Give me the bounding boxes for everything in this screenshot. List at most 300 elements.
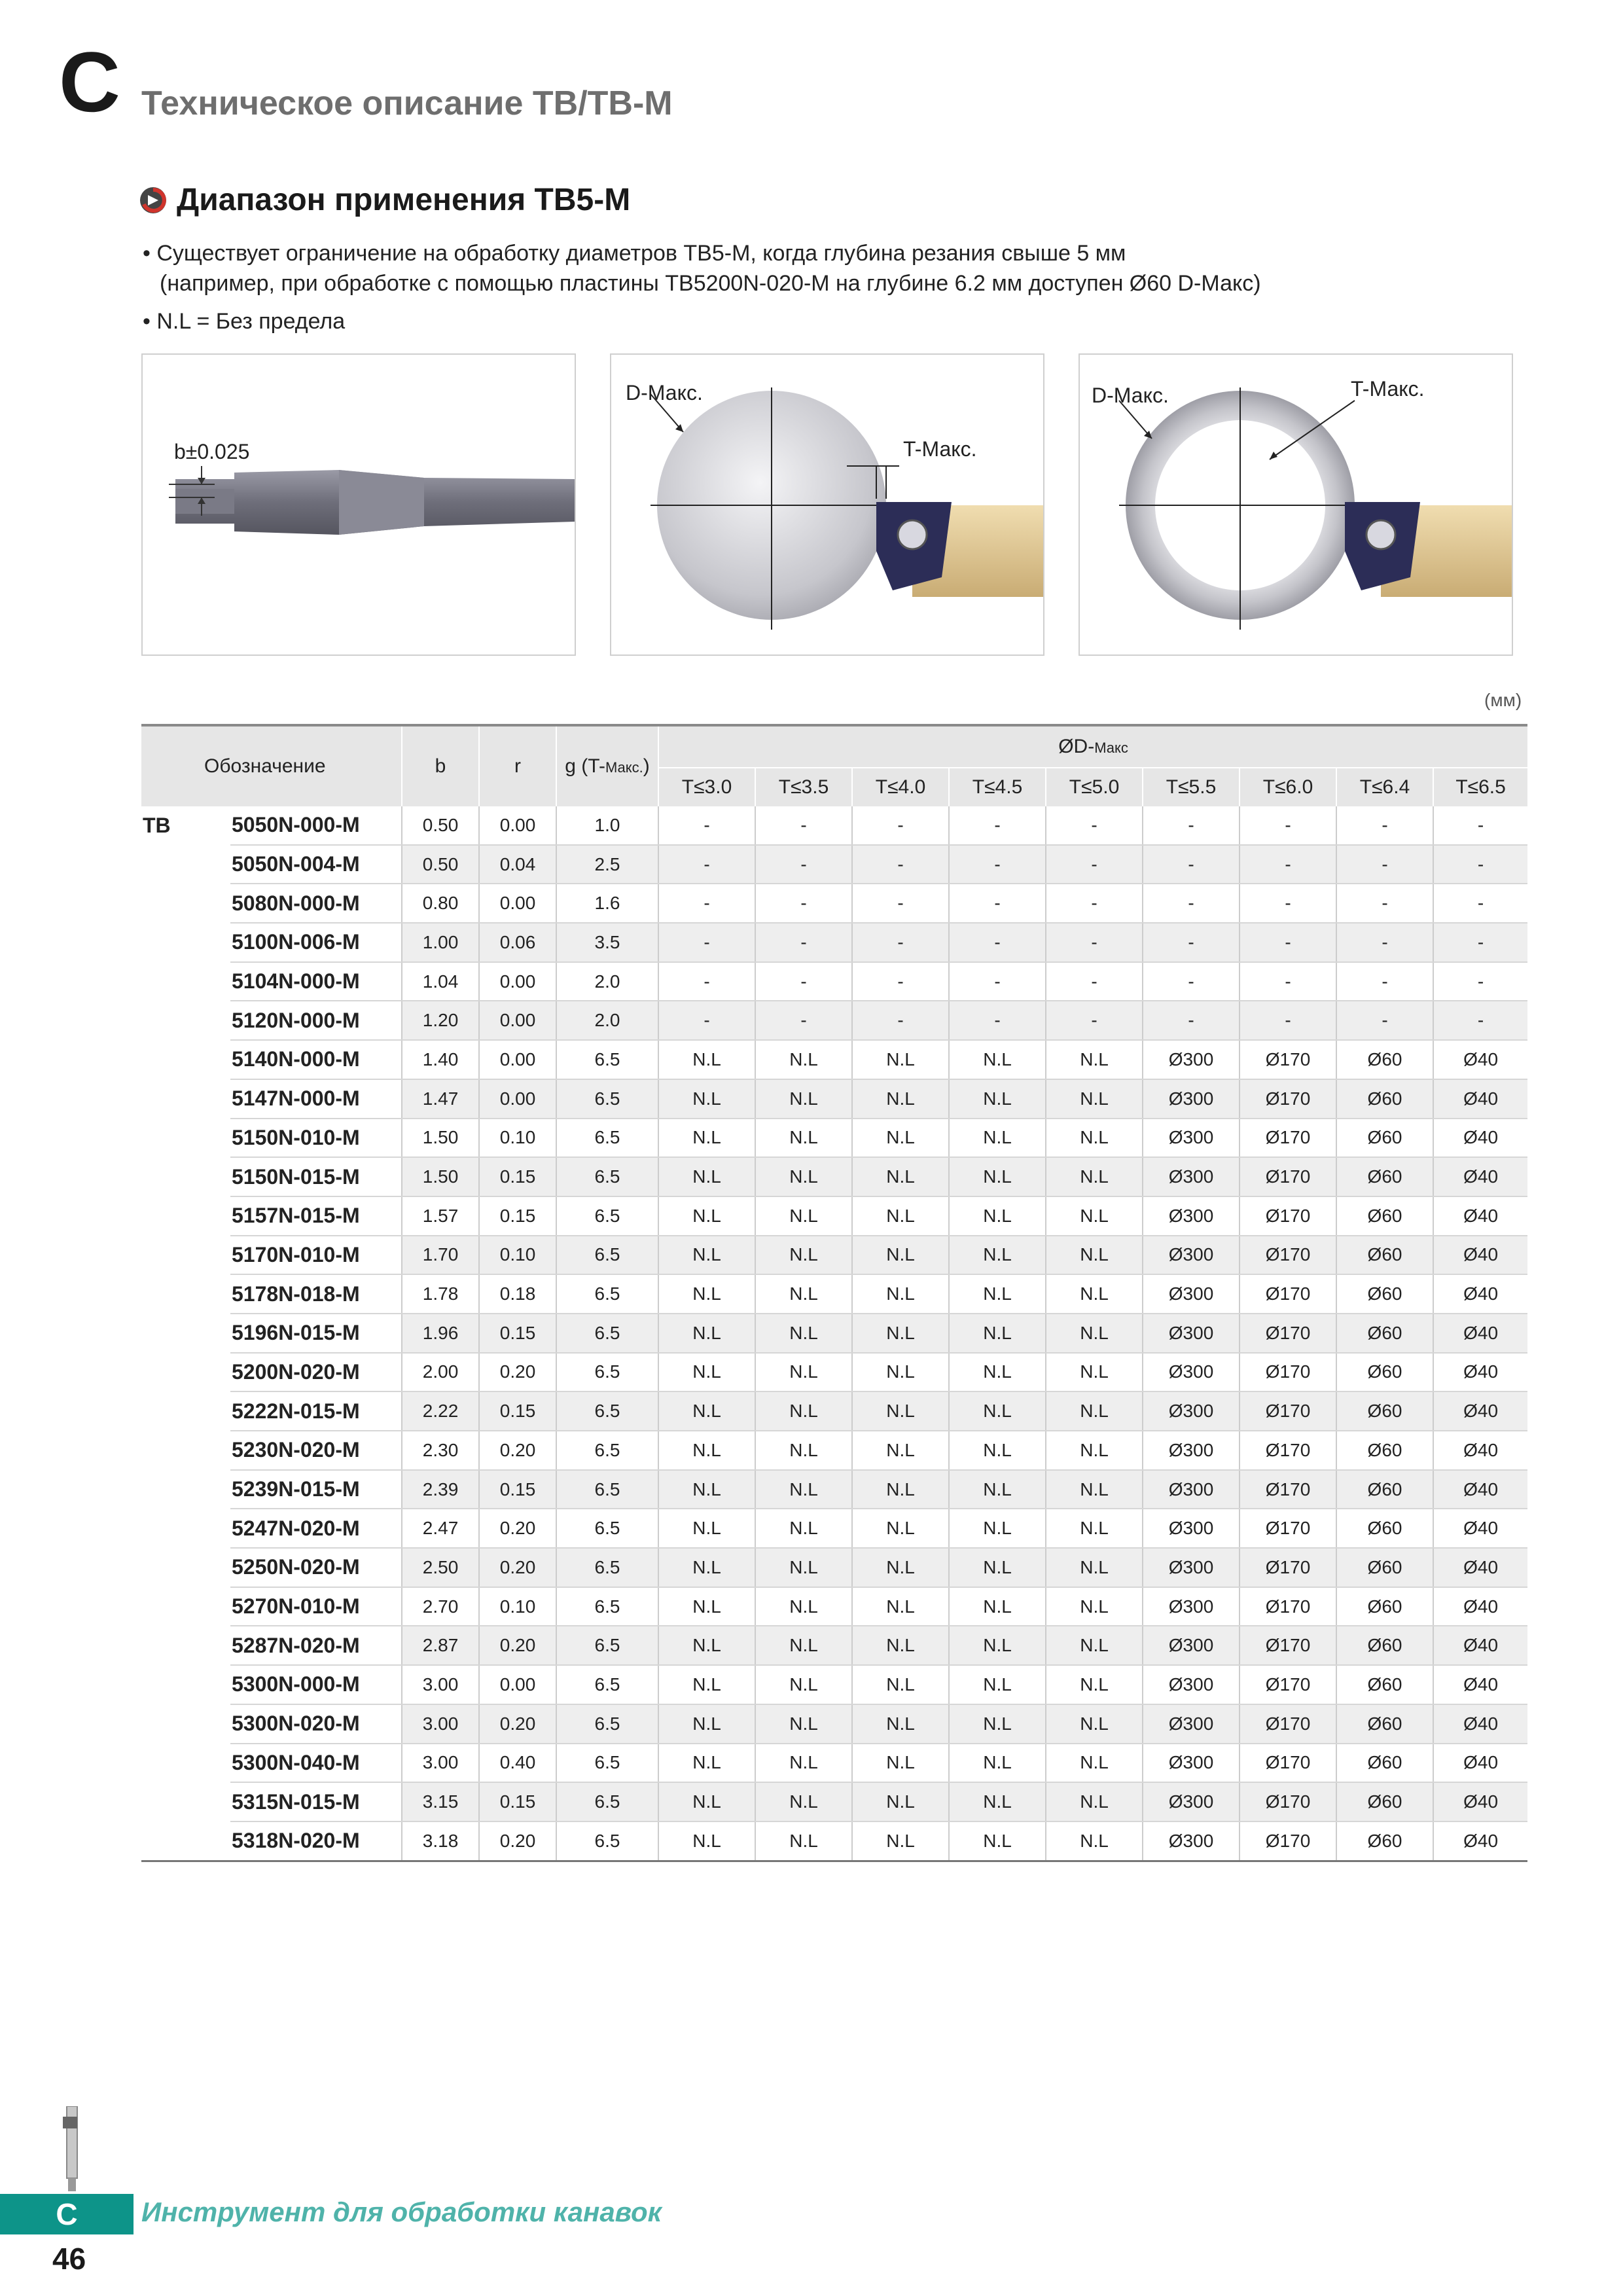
d-max-cell: Ø300: [1143, 1782, 1240, 1821]
d-max-cell: N.L: [949, 1509, 1046, 1548]
d-max-cell: N.L: [755, 1509, 852, 1548]
table-row: [141, 1196, 1527, 1236]
d-max-cell: Ø300: [1143, 1821, 1240, 1861]
d-max-cell: N.L: [1046, 1509, 1143, 1548]
ring-workpiece-figure: [1079, 353, 1513, 656]
series-cell: [141, 1509, 230, 1548]
d-max-cell: N.L: [1046, 1236, 1143, 1275]
d-max-cell: -: [1336, 962, 1433, 1001]
g-cell: 6.5: [556, 1470, 658, 1509]
circle-arrow-icon: [139, 186, 168, 215]
d-max-cell: N.L: [1046, 1626, 1143, 1665]
d-max-cell: N.L: [658, 1470, 755, 1509]
d-max-cell: -: [1143, 845, 1240, 884]
d-max-cell: N.L: [949, 1119, 1046, 1158]
r-cell: 0.04: [479, 845, 556, 884]
d-max-cell: N.L: [949, 1665, 1046, 1704]
r-cell: 0.00: [479, 1040, 556, 1079]
d-max-cell: N.L: [1046, 1157, 1143, 1196]
r-cell: 0.20: [479, 1821, 556, 1861]
d-max-cell: -: [1336, 1001, 1433, 1040]
d-max-cell: N.L: [949, 1079, 1046, 1119]
g-cell: 6.5: [556, 1548, 658, 1587]
d-max-cell: N.L: [852, 1782, 949, 1821]
r-cell: 0.15: [479, 1391, 556, 1431]
d-max-cell: -: [1046, 806, 1143, 845]
d-max-cell: -: [658, 884, 755, 923]
d-max-cell: -: [949, 923, 1046, 962]
d-max-cell: Ø60: [1336, 1040, 1433, 1079]
d-max-cell: Ø300: [1143, 1314, 1240, 1353]
subtitle: [139, 182, 630, 218]
section-badge: C: [0, 2194, 134, 2234]
d-max-cell: Ø300: [1143, 1587, 1240, 1626]
d-max-cell: N.L: [852, 1314, 949, 1353]
d-max-cell: Ø300: [1143, 1196, 1240, 1236]
designation-cell: 5300N-020-M: [230, 1704, 402, 1744]
d-max-cell: Ø40: [1433, 1391, 1527, 1431]
d-max-cell: N.L: [949, 1704, 1046, 1744]
d-max-cell: -: [1336, 806, 1433, 845]
series-cell: [141, 1626, 230, 1665]
g-cell: 6.5: [556, 1782, 658, 1821]
designation-cell: 5178N-018-M: [230, 1274, 402, 1314]
r-cell: 0.20: [479, 1626, 556, 1665]
r-cell: 0.00: [479, 1001, 556, 1040]
g-cell: 6.5: [556, 1353, 658, 1392]
d-max-cell: Ø40: [1433, 1040, 1527, 1079]
d-max-cell: Ø60: [1336, 1157, 1433, 1196]
table-row: [141, 1119, 1527, 1158]
d-max-cell: -: [1143, 962, 1240, 1001]
d-max-cell: N.L: [1046, 1274, 1143, 1314]
d-max-cell: Ø170: [1240, 1665, 1336, 1704]
table-row: [141, 845, 1527, 884]
d-max-cell: -: [658, 962, 755, 1001]
series-cell: [141, 1744, 230, 1783]
table-row: [141, 884, 1527, 923]
g-cell: 6.5: [556, 1079, 658, 1119]
series-cell: [141, 1391, 230, 1431]
d-max-cell: -: [658, 1001, 755, 1040]
d-max-cell: N.L: [658, 1236, 755, 1275]
page-title: Техническое описание TB/TB-M: [141, 84, 673, 122]
table-row: [141, 923, 1527, 962]
d-max-cell: Ø60: [1336, 1665, 1433, 1704]
subtitle-text: Диапазон применения TB5-M: [177, 183, 631, 217]
table-row: [141, 1157, 1527, 1196]
d-max-cell: N.L: [949, 1157, 1046, 1196]
d-max-cell: N.L: [658, 1274, 755, 1314]
g-cell: 6.5: [556, 1119, 658, 1158]
d-max-cell: N.L: [949, 1548, 1046, 1587]
d-max-cell: N.L: [852, 1626, 949, 1665]
d-max-cell: -: [852, 1001, 949, 1040]
d-max-cell: N.L: [755, 1587, 852, 1626]
d-max-cell: N.L: [1046, 1040, 1143, 1079]
series-cell: [141, 1119, 230, 1158]
r-cell: 0.00: [479, 1079, 556, 1119]
designation-cell: 5147N-000-M: [230, 1079, 402, 1119]
t-max-label: T-Макс.: [903, 437, 977, 461]
r-cell: 0.20: [479, 1548, 556, 1587]
g-cell: 1.0: [556, 806, 658, 845]
d-max-cell: Ø60: [1336, 1079, 1433, 1119]
d-max-cell: -: [1046, 1001, 1143, 1040]
series-cell: [141, 1236, 230, 1275]
d-max-cell: Ø300: [1143, 1470, 1240, 1509]
d-max-cell: -: [755, 884, 852, 923]
t-max-label: T-Макс.: [1351, 377, 1425, 401]
d-max-cell: N.L: [852, 1704, 949, 1744]
d-max-cell: Ø40: [1433, 1509, 1527, 1548]
b-cell: 3.15: [402, 1782, 479, 1821]
table-row: [141, 1665, 1527, 1704]
header-t-col: T≤4.0: [852, 768, 949, 806]
d-max-cell: Ø300: [1143, 1119, 1240, 1158]
d-max-cell: N.L: [658, 1119, 755, 1158]
b-cell: 3.18: [402, 1821, 479, 1861]
d-max-cell: N.L: [658, 1040, 755, 1079]
d-max-cell: N.L: [755, 1431, 852, 1470]
g-cell: 3.5: [556, 923, 658, 962]
d-max-cell: -: [1143, 884, 1240, 923]
application-range-table: [141, 724, 1527, 1862]
designation-cell: 5300N-040-M: [230, 1744, 402, 1783]
d-max-cell: N.L: [658, 1548, 755, 1587]
header-g: g (T-Макс.): [556, 725, 658, 806]
d-max-cell: N.L: [852, 1157, 949, 1196]
header-t-col: T≤3.5: [755, 768, 852, 806]
b-cell: 1.20: [402, 1001, 479, 1040]
r-cell: 0.15: [479, 1157, 556, 1196]
table-row: [141, 962, 1527, 1001]
note-nl-definition: • N.L = Без предела: [143, 309, 346, 334]
r-cell: 0.00: [479, 806, 556, 845]
d-max-cell: N.L: [755, 1626, 852, 1665]
d-max-cell: Ø170: [1240, 1040, 1336, 1079]
d-max-cell: Ø40: [1433, 1782, 1527, 1821]
unit-note: (мм): [1484, 690, 1522, 710]
r-cell: 0.15: [479, 1470, 556, 1509]
table-body: [141, 806, 1527, 1861]
d-max-cell: Ø300: [1143, 1704, 1240, 1744]
b-cell: 2.50: [402, 1548, 479, 1587]
d-max-cell: Ø300: [1143, 1353, 1240, 1392]
designation-cell: 5300N-000-M: [230, 1665, 402, 1704]
d-max-cell: Ø170: [1240, 1548, 1336, 1587]
table-row: [141, 1704, 1527, 1744]
r-cell: 0.15: [479, 1782, 556, 1821]
d-max-cell: -: [949, 884, 1046, 923]
d-max-cell: N.L: [949, 1782, 1046, 1821]
d-max-cell: Ø170: [1240, 1509, 1336, 1548]
d-max-cell: Ø40: [1433, 1744, 1527, 1783]
g-cell: 2.0: [556, 962, 658, 1001]
designation-cell: 5150N-015-M: [230, 1157, 402, 1196]
d-max-cell: N.L: [755, 1236, 852, 1275]
d-max-cell: N.L: [949, 1236, 1046, 1275]
d-max-cell: N.L: [1046, 1314, 1143, 1353]
header-t-col: T≤6.4: [1336, 768, 1433, 806]
d-max-cell: Ø300: [1143, 1157, 1240, 1196]
note-depth-limit: • Существует ограничение на обработку диаметров TB5-M, когда глубина резания свыше 5 мм: [143, 241, 1126, 266]
d-max-cell: Ø60: [1336, 1353, 1433, 1392]
d-max-cell: -: [1143, 806, 1240, 845]
d-max-cell: N.L: [852, 1665, 949, 1704]
d-max-cell: Ø170: [1240, 1236, 1336, 1275]
d-max-cell: Ø300: [1143, 1509, 1240, 1548]
d-max-cell: N.L: [949, 1040, 1046, 1079]
d-max-cell: N.L: [755, 1157, 852, 1196]
d-max-cell: N.L: [658, 1431, 755, 1470]
series-cell: [141, 1704, 230, 1744]
d-max-cell: Ø170: [1240, 1782, 1336, 1821]
designation-cell: 5200N-020-M: [230, 1353, 402, 1392]
d-max-cell: N.L: [1046, 1782, 1143, 1821]
d-max-cell: N.L: [755, 1353, 852, 1392]
table-row: [141, 1821, 1527, 1861]
designation-cell: 5222N-015-M: [230, 1391, 402, 1431]
d-max-cell: N.L: [658, 1314, 755, 1353]
d-max-cell: Ø170: [1240, 1119, 1336, 1158]
b-cell: 1.57: [402, 1196, 479, 1236]
d-max-cell: N.L: [949, 1744, 1046, 1783]
series-cell: [141, 1587, 230, 1626]
table-row: [141, 1744, 1527, 1783]
series-cell: [141, 1665, 230, 1704]
section-letter: C: [59, 34, 120, 130]
d-max-cell: Ø300: [1143, 1431, 1240, 1470]
d-max-cell: N.L: [658, 1704, 755, 1744]
d-max-cell: -: [1433, 1001, 1527, 1040]
d-max-cell: -: [852, 923, 949, 962]
d-max-cell: -: [1143, 1001, 1240, 1040]
b-cell: 1.50: [402, 1157, 479, 1196]
d-max-cell: Ø170: [1240, 1314, 1336, 1353]
r-cell: 0.20: [479, 1704, 556, 1744]
r-cell: 0.00: [479, 962, 556, 1001]
table-row: [141, 1782, 1527, 1821]
d-max-cell: N.L: [949, 1353, 1046, 1392]
b-cell: 2.22: [402, 1391, 479, 1431]
d-max-cell: Ø60: [1336, 1744, 1433, 1783]
d-max-cell: Ø60: [1336, 1782, 1433, 1821]
g-cell: 6.5: [556, 1704, 658, 1744]
d-max-cell: -: [755, 845, 852, 884]
b-cell: 3.00: [402, 1744, 479, 1783]
d-max-cell: Ø170: [1240, 1587, 1336, 1626]
page-number: 46: [52, 2242, 86, 2276]
d-max-cell: Ø40: [1433, 1079, 1527, 1119]
g-cell: 6.5: [556, 1236, 658, 1275]
d-max-cell: -: [755, 962, 852, 1001]
header-t-col: T≤4.5: [949, 768, 1046, 806]
g-cell: 6.5: [556, 1391, 658, 1431]
d-max-cell: N.L: [852, 1431, 949, 1470]
g-cell: 6.5: [556, 1509, 658, 1548]
d-max-cell: Ø300: [1143, 1665, 1240, 1704]
d-max-cell: -: [658, 806, 755, 845]
series-cell: [141, 1782, 230, 1821]
grooving-tool-icon: [59, 2106, 85, 2191]
b-cell: 2.00: [402, 1353, 479, 1392]
g-cell: 6.5: [556, 1157, 658, 1196]
d-max-cell: Ø40: [1433, 1704, 1527, 1744]
d-max-cell: Ø60: [1336, 1821, 1433, 1861]
d-max-cell: N.L: [658, 1626, 755, 1665]
tolerance-label: b±0.025: [174, 440, 250, 463]
d-max-cell: Ø40: [1433, 1196, 1527, 1236]
d-max-cell: N.L: [755, 1782, 852, 1821]
d-max-cell: -: [1336, 845, 1433, 884]
series-cell: [141, 1314, 230, 1353]
designation-cell: 5270N-010-M: [230, 1587, 402, 1626]
d-max-cell: N.L: [658, 1196, 755, 1236]
b-cell: 2.39: [402, 1470, 479, 1509]
r-cell: 0.20: [479, 1353, 556, 1392]
d-max-cell: -: [658, 845, 755, 884]
d-max-cell: N.L: [1046, 1079, 1143, 1119]
g-cell: 6.5: [556, 1431, 658, 1470]
d-max-cell: Ø60: [1336, 1509, 1433, 1548]
d-max-cell: N.L: [949, 1314, 1046, 1353]
d-max-cell: -: [1336, 884, 1433, 923]
header-r: r: [479, 725, 556, 806]
d-max-cell: N.L: [755, 1821, 852, 1861]
d-max-cell: N.L: [852, 1079, 949, 1119]
g-cell: 6.5: [556, 1626, 658, 1665]
b-cell: 2.47: [402, 1509, 479, 1548]
header-t-col: T≤5.0: [1046, 768, 1143, 806]
d-max-cell: Ø300: [1143, 1548, 1240, 1587]
designation-cell: 5196N-015-M: [230, 1314, 402, 1353]
d-max-cell: N.L: [658, 1509, 755, 1548]
designation-cell: 5150N-010-M: [230, 1119, 402, 1158]
designation-cell: 5050N-000-M: [230, 806, 402, 845]
series-cell: [141, 1431, 230, 1470]
d-max-cell: N.L: [658, 1587, 755, 1626]
d-max-cell: Ø300: [1143, 1079, 1240, 1119]
d-max-cell: Ø40: [1433, 1119, 1527, 1158]
d-max-cell: Ø170: [1240, 1704, 1336, 1744]
d-max-cell: Ø300: [1143, 1744, 1240, 1783]
d-max-cell: -: [852, 962, 949, 1001]
table-row: [141, 1391, 1527, 1431]
r-cell: 0.15: [479, 1314, 556, 1353]
b-cell: 2.87: [402, 1626, 479, 1665]
series-cell: [141, 1821, 230, 1861]
header-t-col: T≤6.5: [1433, 768, 1527, 806]
d-max-cell: Ø40: [1433, 1157, 1527, 1196]
d-max-cell: -: [852, 806, 949, 845]
d-max-cell: Ø60: [1336, 1626, 1433, 1665]
d-max-cell: N.L: [755, 1704, 852, 1744]
b-cell: 1.40: [402, 1040, 479, 1079]
table-row: [141, 1470, 1527, 1509]
d-max-cell: Ø40: [1433, 1353, 1527, 1392]
d-max-cell: -: [1433, 845, 1527, 884]
series-cell: [141, 923, 230, 962]
footer-section-name: Инструмент для обработки канавок: [141, 2197, 662, 2227]
table-row: [141, 1587, 1527, 1626]
d-max-cell: -: [658, 923, 755, 962]
d-max-cell: Ø60: [1336, 1196, 1433, 1236]
series-cell: [141, 1040, 230, 1079]
d-max-cell: Ø170: [1240, 1274, 1336, 1314]
d-max-cell: N.L: [1046, 1548, 1143, 1587]
d-max-cell: Ø60: [1336, 1119, 1433, 1158]
table-row: [141, 1626, 1527, 1665]
d-max-cell: N.L: [1046, 1744, 1143, 1783]
d-max-cell: N.L: [949, 1431, 1046, 1470]
d-max-cell: N.L: [852, 1119, 949, 1158]
d-max-cell: N.L: [949, 1587, 1046, 1626]
d-max-cell: -: [1240, 845, 1336, 884]
d-max-cell: -: [755, 923, 852, 962]
table-row: [141, 1314, 1527, 1353]
d-max-cell: N.L: [755, 1744, 852, 1783]
d-max-cell: N.L: [1046, 1119, 1143, 1158]
b-cell: 1.00: [402, 923, 479, 962]
r-cell: 0.20: [479, 1431, 556, 1470]
header-d-max: ØD-Макс: [658, 725, 1527, 768]
g-cell: 6.5: [556, 1587, 658, 1626]
d-max-cell: N.L: [1046, 1353, 1143, 1392]
d-max-cell: N.L: [658, 1821, 755, 1861]
d-max-cell: Ø170: [1240, 1079, 1336, 1119]
d-max-cell: -: [1433, 962, 1527, 1001]
designation-cell: 5287N-020-M: [230, 1626, 402, 1665]
d-max-cell: N.L: [755, 1665, 852, 1704]
table-row: [141, 1274, 1527, 1314]
d-max-cell: N.L: [1046, 1196, 1143, 1236]
table-row: [141, 1353, 1527, 1392]
d-max-cell: N.L: [658, 1353, 755, 1392]
series-cell: TB: [143, 813, 171, 837]
b-cell: 3.00: [402, 1665, 479, 1704]
series-cell: [141, 1157, 230, 1196]
d-max-cell: Ø170: [1240, 1626, 1336, 1665]
d-max-cell: Ø40: [1433, 1821, 1527, 1861]
d-max-cell: N.L: [1046, 1431, 1143, 1470]
g-cell: 6.5: [556, 1744, 658, 1783]
series-cell: [141, 1548, 230, 1587]
d-max-cell: N.L: [949, 1470, 1046, 1509]
g-cell: 6.5: [556, 1314, 658, 1353]
d-max-cell: -: [949, 1001, 1046, 1040]
g-cell: 6.5: [556, 1040, 658, 1079]
d-max-cell: Ø170: [1240, 1391, 1336, 1431]
d-max-cell: Ø300: [1143, 1391, 1240, 1431]
designation-cell: 5080N-000-M: [230, 884, 402, 923]
d-max-cell: N.L: [755, 1079, 852, 1119]
d-max-cell: Ø60: [1336, 1587, 1433, 1626]
d-max-cell: N.L: [658, 1665, 755, 1704]
d-max-cell: N.L: [755, 1119, 852, 1158]
d-max-cell: Ø170: [1240, 1196, 1336, 1236]
d-max-label: D-Макс.: [1092, 384, 1169, 407]
d-max-cell: -: [1240, 923, 1336, 962]
d-max-cell: Ø40: [1433, 1236, 1527, 1275]
d-max-cell: N.L: [1046, 1665, 1143, 1704]
r-cell: 0.15: [479, 1196, 556, 1236]
header-t-col: T≤3.0: [658, 768, 755, 806]
d-max-cell: N.L: [852, 1274, 949, 1314]
d-max-cell: N.L: [1046, 1470, 1143, 1509]
series-cell: [141, 1470, 230, 1509]
d-max-cell: Ø300: [1143, 1236, 1240, 1275]
